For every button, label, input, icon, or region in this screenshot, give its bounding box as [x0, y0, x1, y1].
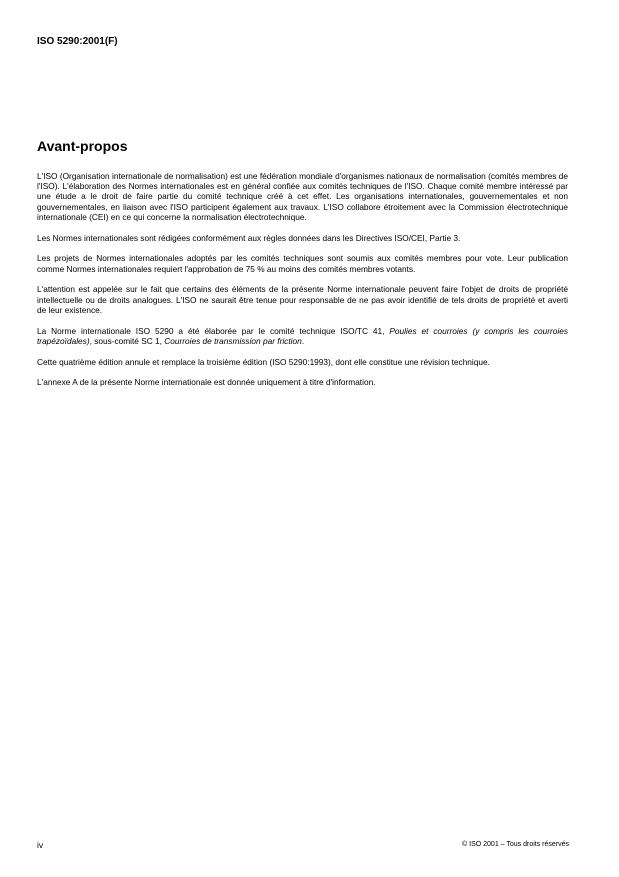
- page-number: iv: [37, 840, 44, 850]
- paragraph-3: Les projets de Normes internationales adoptés par les comités techniques sont soumis aux comités membres pour vote. Leur publication comme Normes internationales requiert l'approbation de 75 % au moins des comités membres votants.: [37, 253, 568, 274]
- paragraph-7: L'annexe A de la présente Norme internationale est donnée uniquement à titre d'information.: [37, 377, 376, 388]
- paragraph-5: [37, 326, 568, 346]
- document-id: ISO 5290:2001(F): [37, 36, 118, 47]
- paragraph-6: Cette quatrième édition annule et remplace la troisième édition (ISO 5290:1993), dont elle constitue une révision technique.: [37, 356, 490, 367]
- committee-title: Poulies et courroies (y compris les courroies trapézoïdales): [37, 325, 568, 346]
- paragraph-1: L'ISO (Organisation internationale de normalisation) est une fédération mondiale d'organismes nationaux de normalisation (comités membres de l'ISO). L'élaboration des Normes internationales est en général confiée aux comités techniques de l'ISO. Chaque comité membre intéressé par une étude a le droit de faire partie du comité technique créé à cet effet. Les organisations internationales, gouvernementales et non gouvernementales, en liaison avec l'ISO participent également aux travaux. L'ISO collabore étroitement avec la Commission électrotechnique internationale (CEI) en ce qui concerne la normalisation électrotechnique.: [37, 171, 568, 222]
- body-text: [37, 171, 568, 398]
- section-heading: Avant-propos: [37, 138, 128, 154]
- paragraph-4: L'attention est appelée sur le fait que certains des éléments de la présente Norme internationale peuvent faire l'objet de droits de propriété intellectuelle ou de droits analogues. L'ISO ne saurait être tenue pour responsable de ne pas avoir identifié de tels droits de propriété et averti de leur existence.: [37, 284, 568, 315]
- paragraph-5-text-1: La Norme internationale ISO 5290 a été élaborée par le comité technique ISO/TC 41,: [37, 325, 390, 336]
- paragraph-5-text-3: .: [301, 335, 305, 346]
- subcommittee-title: Courroies de transmission par friction: [164, 335, 302, 346]
- copyright-notice: © ISO 2001 – Tous droits réservés: [462, 841, 569, 848]
- paragraph-5-text-2: , sous-comité SC 1,: [89, 335, 165, 346]
- paragraph-2: Les Normes internationales sont rédigées conformément aux règles données dans les Directives ISO/CEI, Partie 3.: [37, 232, 461, 243]
